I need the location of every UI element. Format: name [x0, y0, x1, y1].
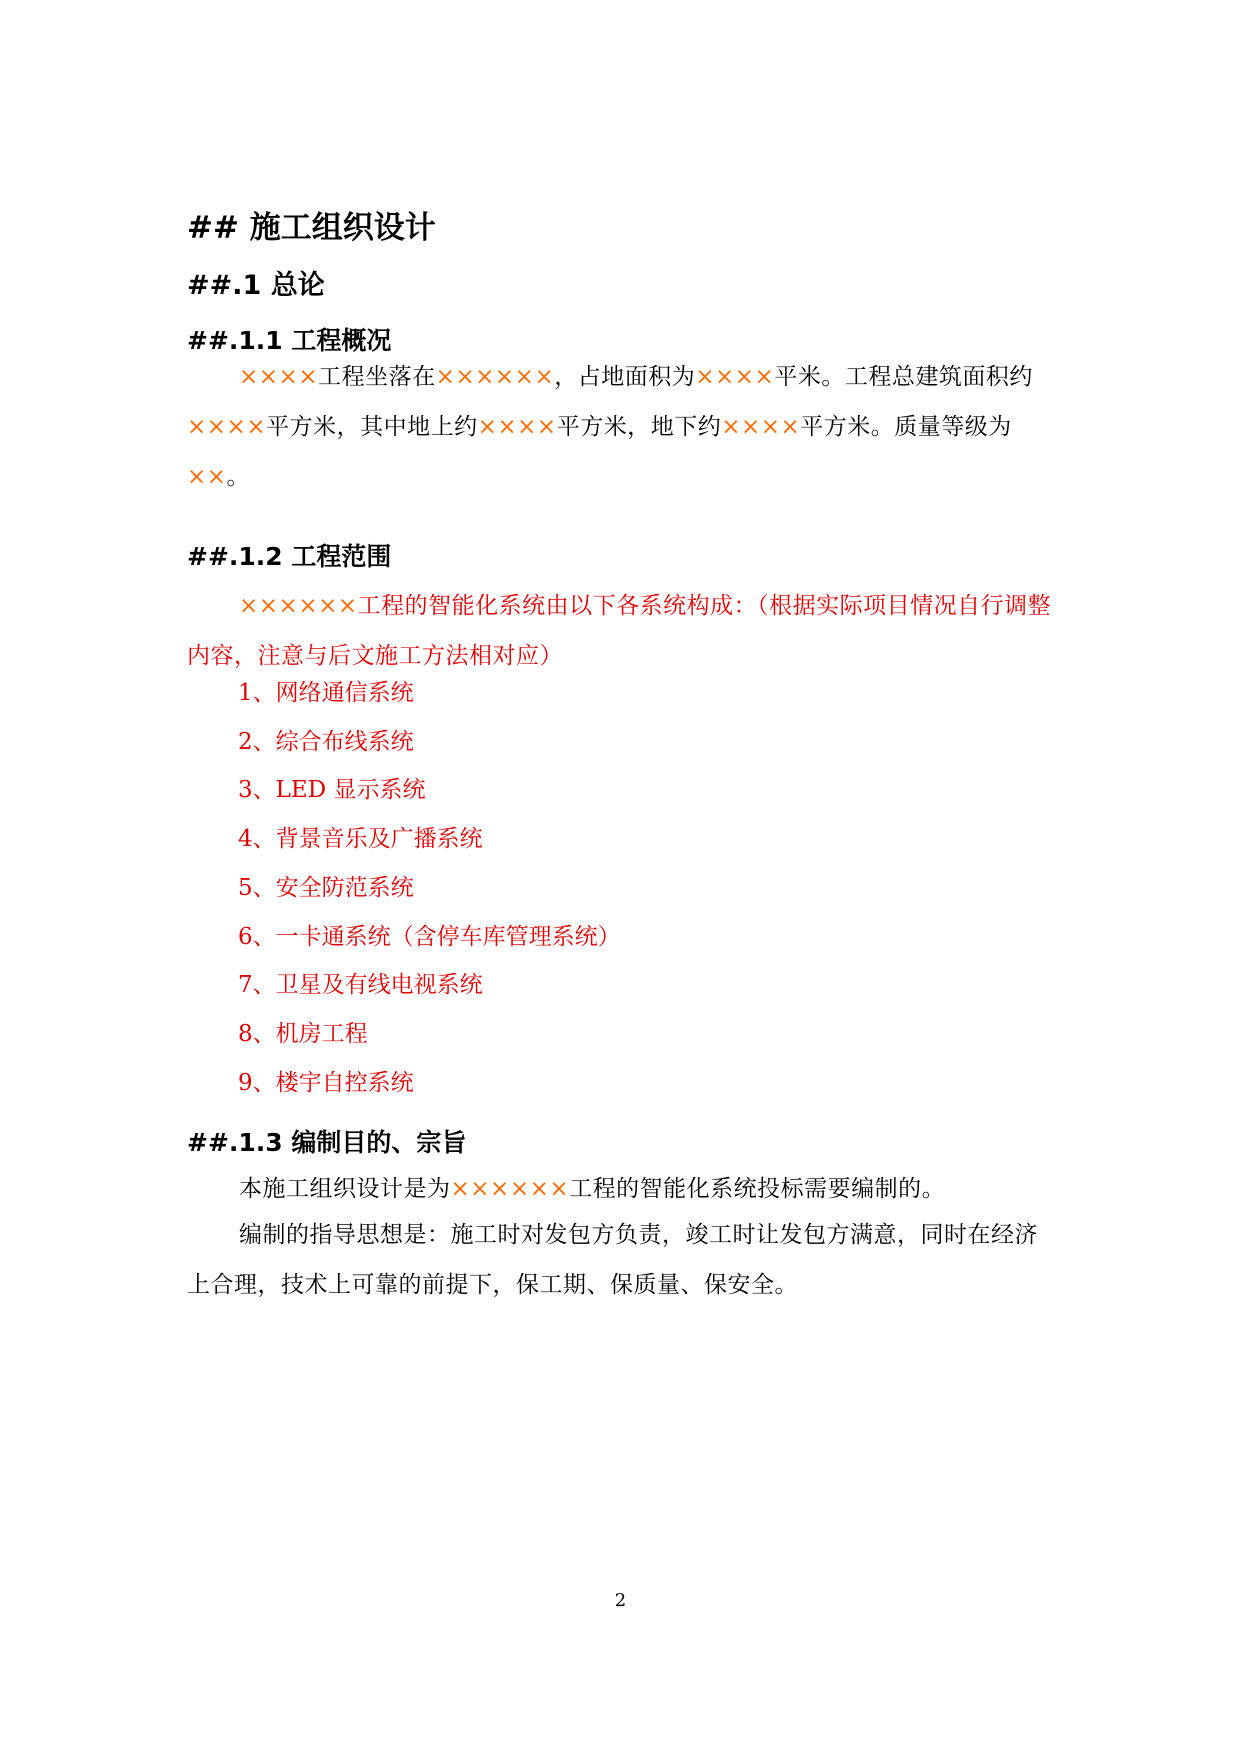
page-number: 2	[614, 1590, 627, 1611]
paragraph-purpose: 本施工组织设计是为××××××工程的智能化系统投标需要编制的。	[239, 1176, 946, 1202]
list-item: 3、LED 显示系统	[238, 777, 426, 804]
subsection-heading-project-overview: ##.1.1 工程概况	[187, 326, 392, 355]
list-item: 7、卫星及有线电视系统	[238, 972, 483, 999]
chapter-heading: ## 施工组织设计	[187, 210, 436, 246]
list-item: 2、综合布线系统	[238, 728, 414, 755]
list-item: 6、一卡通系统（含停车库管理系统）	[238, 923, 621, 950]
paragraph-guiding-principle: 编制的指导思想是：施工时对发包方负责，竣工时让发包方满意，同时在经济上合理，技术上可靠的前提下，保工期、保质量、保安全。	[187, 1222, 1038, 1298]
list-item: 4、背景音乐及广播系统	[238, 826, 483, 853]
section-heading-overview: ##.1 总论	[187, 270, 325, 301]
list-item: 9、楼宇自控系统	[238, 1069, 414, 1096]
list-item: 5、安全防范系统	[238, 874, 414, 901]
list-item: 1、网络通信系统	[238, 680, 414, 706]
system-list	[238, 669, 621, 1107]
paragraph-project-overview: ××××工程坐落在××××××，占地面积为××××平米。工程总建筑面积约××××平方米，其中地上约××××平方米，地下约××××平方米。质量等级为××。	[187, 364, 1033, 490]
paragraph-project-scope: ××××××工程的智能化系统由以下各系统构成：（根据实际项目情况自行调整内容，注意与后文施工方法相对应）	[187, 593, 1052, 669]
subsection-heading-project-scope: ##.1.2 工程范围	[187, 542, 392, 571]
subsection-heading-purpose: ##.1.3 编制目的、宗旨	[187, 1128, 467, 1157]
list-item: 8、机房工程	[238, 1020, 368, 1047]
